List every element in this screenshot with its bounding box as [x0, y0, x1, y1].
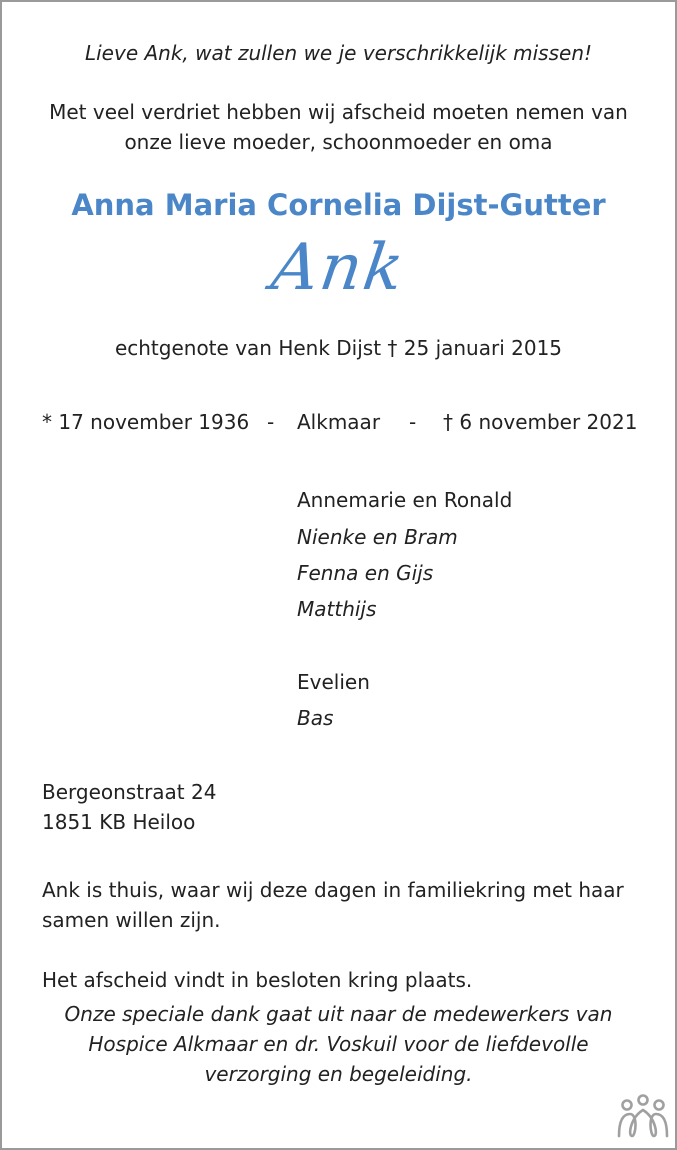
death-date: † 6 november 2021: [443, 410, 638, 434]
announcement-line-1: Met veel verdriet hebben wij afscheid moeten nemen van: [49, 100, 628, 124]
thanks-line-3: verzorging en begeleiding.: [204, 1062, 473, 1086]
intro-line: Lieve Ank, wat zullen we je verschrikkelijk missen!: [84, 41, 593, 65]
family-member: Bas: [297, 706, 334, 730]
thanks-line-2: Hospice Alkmaar en dr. Voskuil voor de liefdevolle: [88, 1032, 589, 1056]
address-city: 1851 KB Heiloo: [42, 810, 196, 834]
separator: -: [409, 410, 417, 434]
spouse-line: echtgenote van Henk Dijst † 25 januari 2015: [114, 336, 563, 360]
family-member: Evelien: [297, 670, 370, 694]
family-icon: [616, 1094, 670, 1140]
farewell-line: Het afscheid vindt in besloten kring plaats.: [42, 968, 473, 992]
address-street: Bergeonstraat 24: [42, 780, 217, 804]
announcement-line-2: onze lieve moeder, schoonmoeder en oma: [124, 130, 553, 154]
place: Alkmaar: [297, 410, 381, 434]
thanks-line-1: Onze speciale dank gaat uit naar de medewerkers van: [64, 1002, 613, 1026]
family-member: Nienke en Bram: [297, 525, 458, 549]
nickname-signature: Ank: [267, 231, 410, 305]
home-line-1: Ank is thuis, waar wij deze dagen in familiekring met haar: [42, 878, 624, 902]
family-member: Fenna en Gijs: [297, 561, 434, 585]
home-line-2: samen willen zijn.: [42, 908, 221, 932]
family-member: Annemarie en Ronald: [297, 488, 513, 512]
family-member: Matthijs: [297, 597, 377, 621]
full-name: Anna Maria Cornelia Dijst-Gutter: [71, 188, 606, 222]
separator: -: [267, 410, 275, 434]
birth-date: * 17 november 1936: [42, 410, 250, 434]
